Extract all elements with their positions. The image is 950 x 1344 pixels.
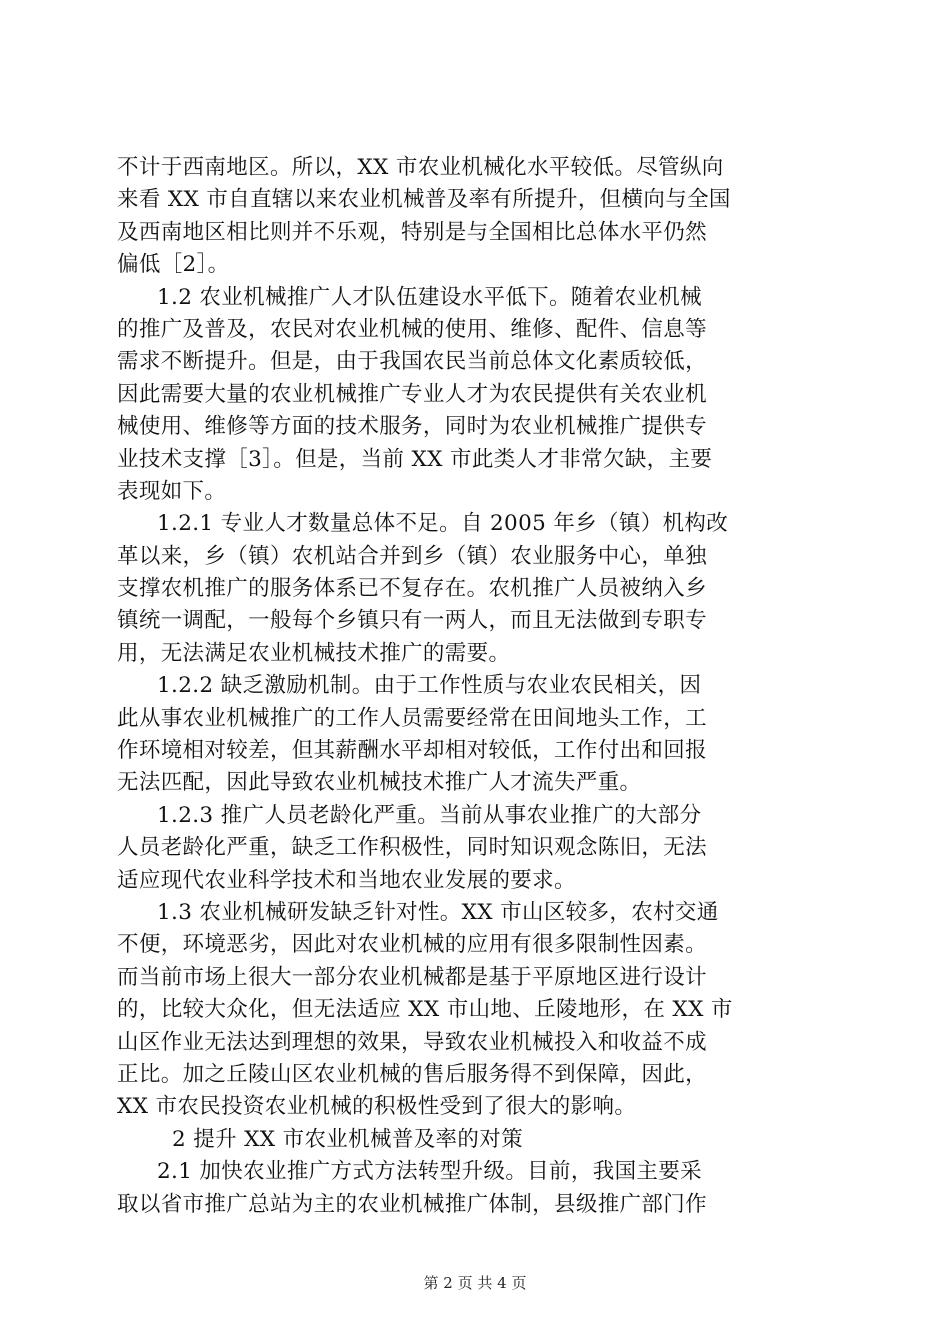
text-line: 无法匹配，因此导致农业机械技术推广人才流失严重。 xyxy=(117,770,642,796)
document-body xyxy=(117,152,833,1221)
section-heading: 2 提升 XX 市农业机械普及率的对策 xyxy=(172,1126,523,1152)
text-line: 人员老龄化严重，缺乏工作积极性，同时知识观念陈旧，无法 xyxy=(117,835,707,861)
text-line: 表现如下。 xyxy=(117,478,227,504)
text-line: 山区作业无法达到理想的效果，导致农业机械投入和收益不成 xyxy=(117,1029,707,1055)
text-line: 的，比较大众化，但无法适应 XX 市山地、丘陵地形，在 XX 市 xyxy=(117,997,733,1023)
paragraph-start-line: 1.3 农业机械研发缺乏针对性。XX 市山区较多，农村交通 xyxy=(157,899,719,925)
text-line: 偏低［2］。 xyxy=(117,252,230,278)
paragraph-start-line: 2.1 加快农业推广方式方法转型升级。目前，我国主要采 xyxy=(157,1159,702,1185)
text-line: 来看 XX 市自直辖以来农业机械普及率有所提升，但横向与全国 xyxy=(117,187,731,213)
paragraph-start-line: 1.2.2 缺乏激励机制。由于工作性质与农业农民相关，因 xyxy=(157,673,702,699)
text-line: 不计于西南地区。所以，XX 市农业机械化水平较低。尽管纵向 xyxy=(117,155,724,180)
text-line: 此从事农业机械推广的工作人员需要经常在田间地头工作，工 xyxy=(117,705,707,731)
paragraph-start-line: 1.2 农业机械推广人才队伍建设水平低下。随着农业机械 xyxy=(157,284,702,310)
text-line: 不便，环境恶劣，因此对农业机械的应用有很多限制性因素。 xyxy=(117,932,707,958)
text-line: 的推广及普及，农民对农业机械的使用、维修、配件、信息等 xyxy=(117,316,707,342)
paragraph-start-line: 1.2.1 专业人才数量总体不足。自 2005 年乡（镇）机构改 xyxy=(157,511,729,537)
text-line: 械使用、维修等方面的技术服务，同时为农业机械推广提供专 xyxy=(117,414,707,440)
text-line: 而当前市场上很大一部分农业机械都是基于平原地区进行设计 xyxy=(117,964,707,990)
text-line: 适应现代农业科学技术和当地农业发展的要求。 xyxy=(117,867,576,893)
text-line: 镇统一调配，一般每个乡镇只有一两人，而且无法做到专职专 xyxy=(117,608,707,634)
page-number-footer: 第 2 页 共 4 页 xyxy=(423,1274,527,1292)
text-line: 因此需要大量的农业机械推广专业人才为农民提供有关农业机 xyxy=(117,381,707,407)
paragraph-start-line: 1.2.3 推广人员老龄化严重。当前从事农业推广的大部分 xyxy=(157,802,702,828)
text-line: 正比。加之丘陵山区农业机械的售后服务得不到保障，因此， xyxy=(117,1061,707,1087)
text-line: 需求不断提升。但是，由于我国农民当前总体文化素质较低， xyxy=(117,349,707,375)
text-line: 支撑农机推广的服务体系已不复存在。农机推广人员被纳入乡 xyxy=(117,576,707,602)
text-line: 取以省市推广总站为主的农业机械推广体制，县级推广部门作 xyxy=(117,1191,707,1217)
text-line: 用，无法满足农业机械技术推广的需要。 xyxy=(117,640,511,666)
text-line: 业技术支撑［3］。但是，当前 XX 市此类人才非常欠缺，主要 xyxy=(117,446,713,472)
text-line: XX 市农民投资农业机械的积极性受到了很大的影响。 xyxy=(117,1094,637,1120)
text-line: 作环境相对较差，但其薪酬水平却相对较低，工作付出和回报 xyxy=(117,738,707,764)
text-line: 及西南地区相比则并不乐观，特别是与全国相比总体水平仍然 xyxy=(117,219,707,245)
text-line: 革以来，乡（镇）农机站合并到乡（镇）农业服务中心，单独 xyxy=(117,543,707,569)
